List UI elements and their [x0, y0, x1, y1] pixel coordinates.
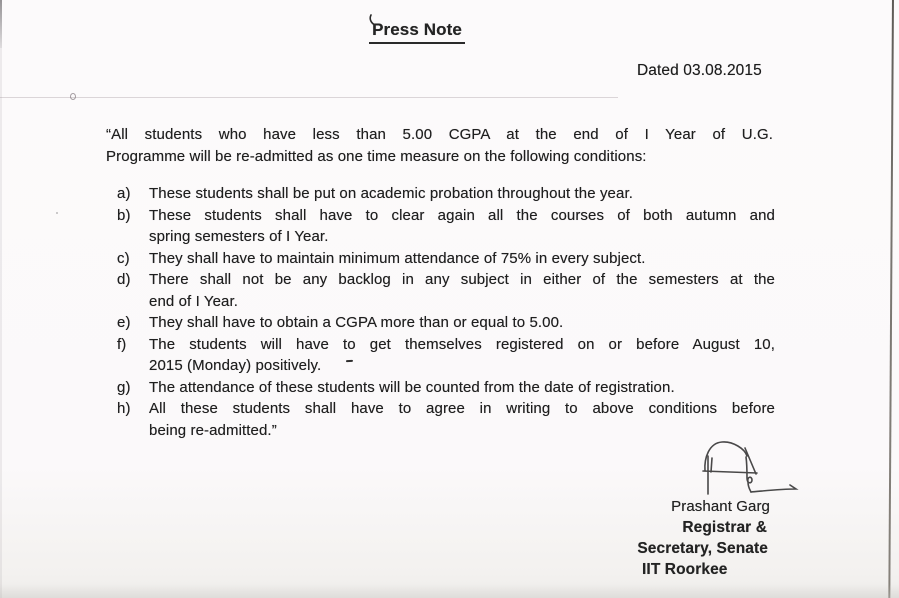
condition-text-line: 2015 (Monday) positively.	[149, 357, 322, 374]
intro-line: “All students who have less than 5.00 CGPA at the end of I Year of U.G.	[106, 126, 773, 143]
scan-artifact-left-edge-soft	[0, 0, 2, 598]
scan-artifact-bottom-band	[0, 584, 899, 598]
condition-text-line: spring semesters of I Year.	[149, 228, 329, 245]
scan-artifact-right-line	[888, 0, 893, 598]
condition-text-line: The attendance of these students will be counted from the date of registration.	[149, 378, 675, 396]
condition-item-e	[116, 312, 777, 334]
condition-letter: g)	[117, 378, 131, 396]
intro-line: Programme will be re-admitted as one time measure on the following conditions:	[106, 147, 647, 165]
condition-item-f	[116, 334, 777, 377]
scan-artifact-horizontal-line	[0, 97, 618, 98]
condition-item-g	[116, 377, 777, 399]
condition-item-d	[116, 269, 777, 312]
signatory-role-line-3: IIT Roorkee	[642, 561, 728, 578]
signature-scribble	[695, 438, 807, 500]
condition-item-c	[116, 248, 777, 270]
condition-item-h	[116, 398, 777, 441]
condition-text-line: being re-admitted.”	[149, 421, 277, 439]
date-label: Dated 03.08.2015	[637, 62, 762, 79]
conditions-list	[116, 183, 777, 441]
signatory-role-line-2: Secretary, Senate	[637, 540, 768, 557]
condition-letter: f)	[117, 335, 127, 353]
condition-letter: d)	[117, 271, 131, 288]
condition-letter: a)	[117, 185, 131, 202]
scan-artifact-pen-tick	[366, 14, 378, 27]
condition-item-a	[116, 183, 777, 205]
scan-artifact-dot	[56, 212, 58, 214]
condition-letter: c)	[117, 249, 130, 267]
condition-text-line: There shall not be any backlog in any subject in either of the semesters at the	[149, 271, 775, 288]
condition-text-line: end of I Year.	[149, 292, 238, 310]
condition-text-line: These students shall have to clear again all the courses of both autumn and	[149, 206, 775, 224]
condition-letter: h)	[117, 400, 131, 417]
title-row	[0, 20, 834, 44]
signatory-role-line-1: Registrar &	[682, 519, 767, 536]
condition-letter: e)	[117, 314, 131, 331]
condition-text-line: They shall have to maintain minimum attendance of 75% in every subject.	[149, 249, 646, 267]
scan-artifact-speck	[70, 93, 76, 100]
page-title: Press Note	[369, 20, 465, 44]
signatory-name: Prashant Garg	[671, 498, 770, 515]
condition-text-line: These students shall be put on academic probation throughout the year.	[149, 185, 633, 202]
intro-paragraph	[106, 124, 773, 167]
condition-text-line: The students will have to get themselves registered on or before August 10,	[149, 335, 775, 353]
condition-item-b	[116, 205, 777, 248]
condition-letter: b)	[117, 206, 131, 224]
condition-text-line: They shall have to obtain a CGPA more than or equal to 5.00.	[149, 314, 564, 331]
condition-text-line: All these students shall have to agree in writing to above conditions before	[149, 400, 775, 417]
